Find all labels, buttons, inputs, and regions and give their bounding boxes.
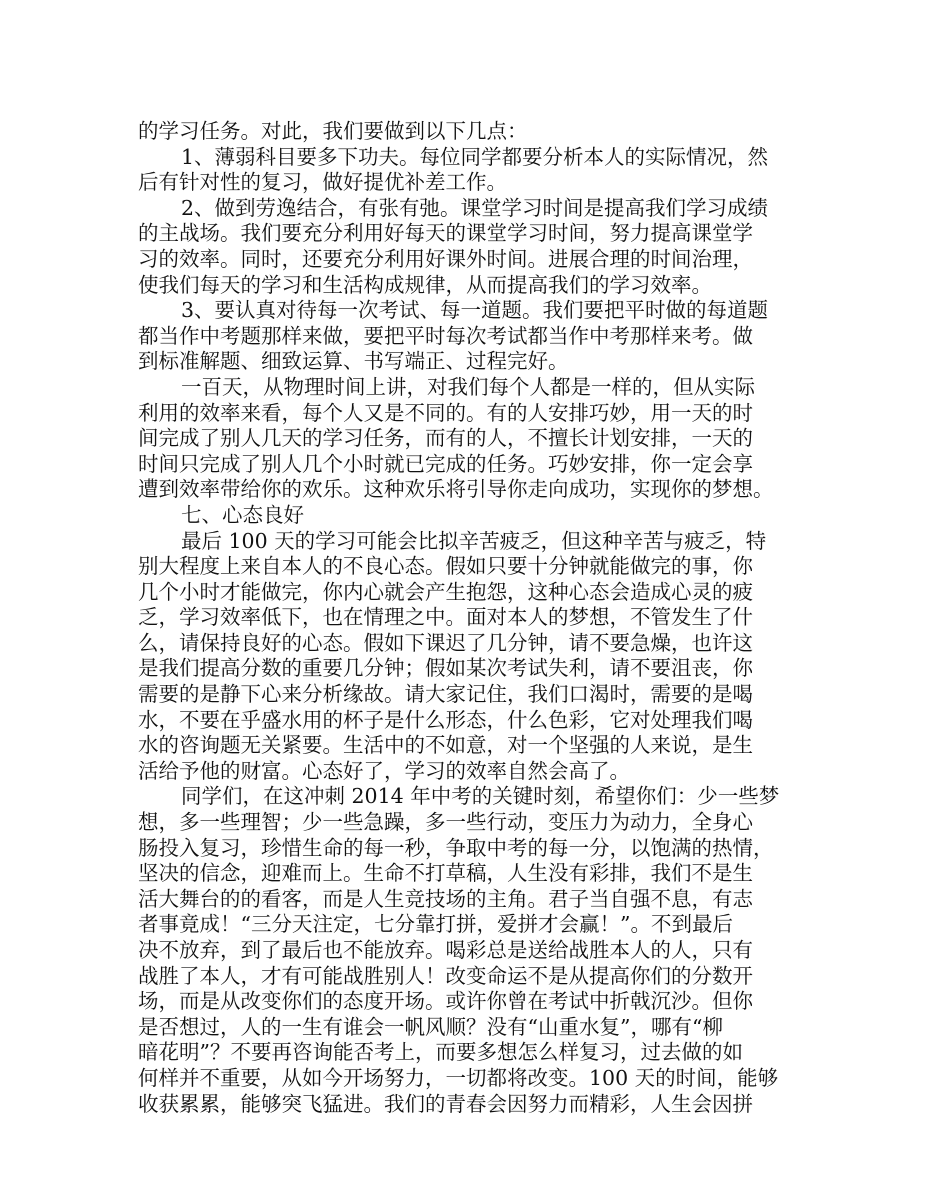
text-line: 使我们每天的学习和生活构成规律，从而提高我们的学习效率。 <box>138 272 712 297</box>
text-line: 七、心态良好 <box>181 502 304 527</box>
text-line: 1、薄弱科目要多下功夫。每位同学都要分析本人的实际情况，然 <box>181 144 769 169</box>
text-line: 活给予他的财富。心态好了，学习的效率自然会高了。 <box>138 758 630 783</box>
text-line: 后有针对性的复习，做好提优补差工作。 <box>138 170 507 195</box>
text-line: 都当作中考题那样来做，要把平时每次考试都当作中考那样来考。做 <box>138 323 753 348</box>
text-line: 最后 100 天的学习可能会比拟辛苦疲乏，但这种辛苦与疲乏，特 <box>181 528 767 553</box>
text-line: 么，请保持良好的心态。假如下课迟了几分钟，请不要急燥，也许这 <box>138 630 753 655</box>
text-line: 坚决的信念，迎难而上。生命不打草稿，人生没有彩排，我们不是生 <box>138 861 753 886</box>
text-line: 想，多一些理智；少一些急躁，多一些行动，变压力为动力，全身心 <box>138 810 753 835</box>
text-line: 何样并不重要，从如今开场努力，一切都将改变。100 天的时间，能够 <box>138 1065 779 1090</box>
text-line: 收获累累，能够突飞猛进。我们的青春会因努力而精彩，人生会因拼 <box>138 1091 753 1116</box>
text-line: 战胜了本人，才有可能战胜别人！改变命运不是从提高你们的分数开 <box>138 963 753 988</box>
text-line: 时间只完成了别人几个小时就已完成的任务。巧妙安排，你一定会享 <box>138 451 753 476</box>
text-line: 别大程度上来自本人的不良心态。假如只要十分钟就能做完的事，你 <box>138 554 753 579</box>
text-line: 几个小时才能做完，你内心就会产生抱怨，这种心态会造成心灵的疲 <box>138 579 753 604</box>
text-line: 间完成了别人几天的学习任务，而有的人，不擅长计划安排，一天的 <box>138 426 753 451</box>
text-line: 同学们，在这冲刺 2014 年中考的关键时刻，希望你们：少一些梦 <box>181 784 780 809</box>
text-line: 肠投入复习，珍惜生命的每一秒，争取中考的每一分，以饱满的热情， <box>138 835 774 860</box>
text-line: 是我们提高分数的重要几分钟；假如某次考试失利，请不要沮丧，你 <box>138 656 753 681</box>
text-line: 利用的效率来看，每个人又是不同的。有的人安排巧妙，用一天的时 <box>138 400 753 425</box>
text-line: 一百天，从物理时间上讲，对我们每个人都是一样的，但从实际 <box>181 374 755 399</box>
text-line: 3、要认真对待每一次考试、每一道题。我们要把平时做的每道题 <box>181 298 769 323</box>
text-line: 者事竟成！“三分天注定，七分靠打拼，爱拼才会赢！”。不到最后 <box>138 912 733 937</box>
text-line: 水的咨询题无关紧要。生活中的不如意，对一个坚强的人来说，是生 <box>138 733 753 758</box>
text-line: 是否想过，人的一生有谁会一帆风顺？没有“山重水复”，哪有“柳 <box>138 1014 723 1039</box>
text-line: 需要的是静下心来分析缘故。请大家记住，我们口渴时，需要的是喝 <box>138 682 753 707</box>
text-line: 的学习任务。对此，我们要做到以下几点： <box>138 119 528 143</box>
text-line: 决不放弃，到了最后也不能放弃。喝彩总是送给战胜本人的人，只有 <box>138 938 753 962</box>
text-line: 2、做到劳逸结合，有张有弛。课堂学习时间是提高我们学习成绩 <box>181 195 769 220</box>
text-line: 暗花明”？不要再咨询能否考上，而要多想怎么样复习，过去做的如 <box>138 1040 743 1065</box>
text-line: 的主战场。我们要充分利用好每天的课堂学习时间，努力提高课堂学 <box>138 221 753 246</box>
text-line: 场，而是从改变你们的态度开场。或许你曾在考试中折戟沉沙。但你 <box>138 989 753 1014</box>
text-line: 水，不要在乎盛水用的杯子是什么形态，什么色彩，它对处理我们喝 <box>138 707 753 732</box>
text-line: 活大舞台的的看客，而是人生竞技场的主角。君子当自强不息，有志 <box>138 886 753 911</box>
document-body <box>138 119 822 1117</box>
text-line: 到标准解题、细致运算、书写端正、过程完好。 <box>138 349 569 374</box>
text-line: 遭到效率带给你的欢乐。这种欢乐将引导你走向成功，实现你的梦想。 <box>138 477 774 502</box>
text-line: 乏，学习效率低下，也在情理之中。面对本人的梦想，不管发生了什 <box>138 605 753 630</box>
text-line: 习的效率。同时，还要充分利用好课外时间。进展合理的时间治理， <box>138 246 753 271</box>
